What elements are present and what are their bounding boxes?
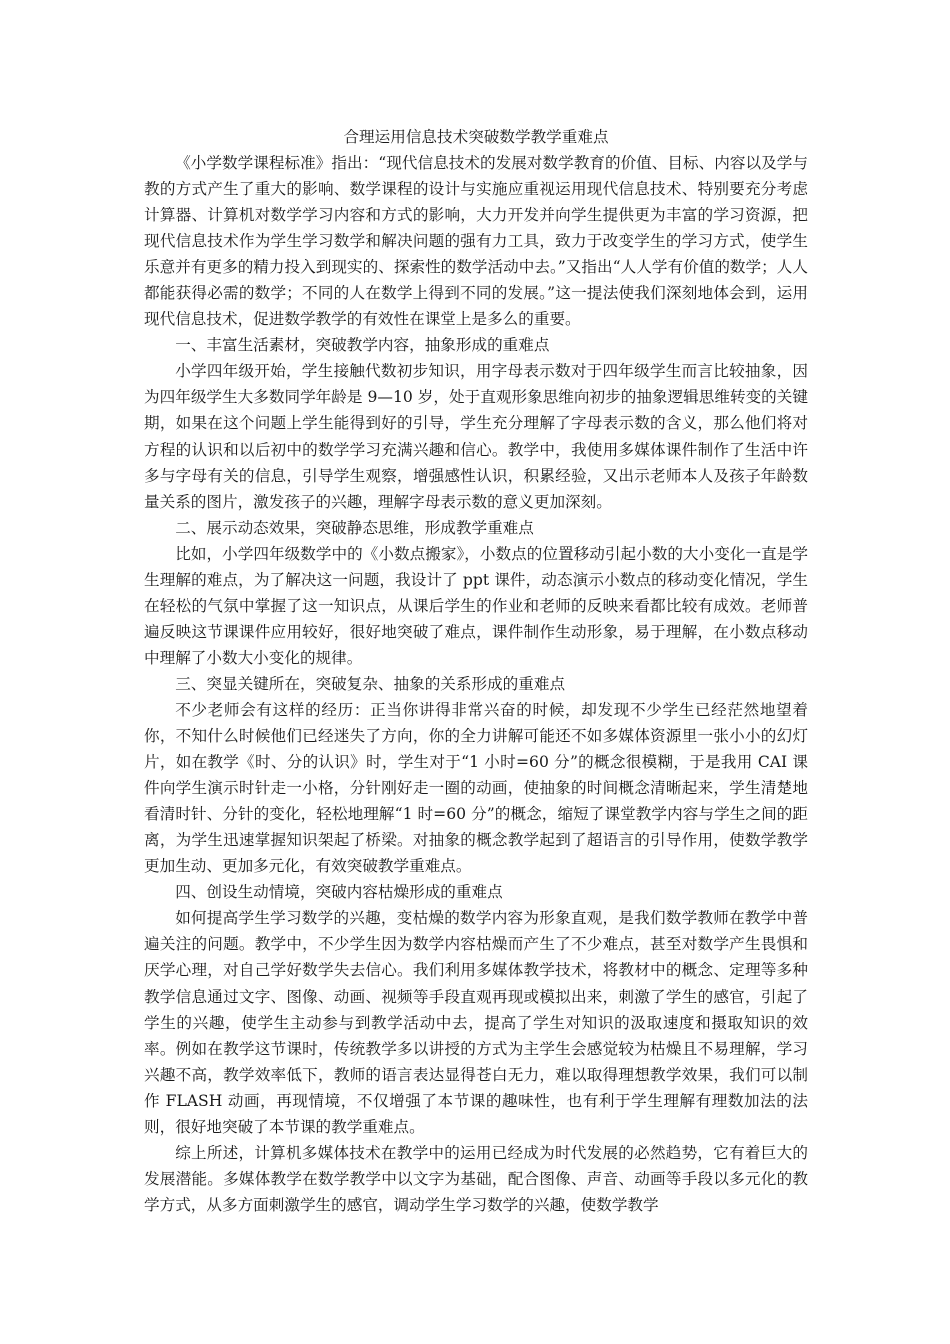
- section-1-body: 小学四年级开始，学生接触代数初步知识，用字母表示数对于四年级学生而言比较抽象，因为四年级学生大多数同学年龄是 9—10 岁，处于直观形象思维向初步的抽象逻辑思维转变的关键期，如果在这个问题上学生能得到好的引导，学生充分理解了字母表示数的含义，那么他们将对方程的认识和以后初中的数学学习充满兴趣和信心。教学中，我使用多媒体课件制作了生活中许多与字母有关的信息，引导学生观察，增强感性认识，积累经验，又出示老师本人及孩子年龄数量关系的图片，激发孩子的兴趣，理解字母表示数的意义更加深刻。: [144, 362, 808, 511]
- section-1-heading: 一、丰富生活素材，突破教学内容，抽象形成的重难点: [175, 336, 550, 355]
- intro-paragraph: 《小学数学课程标准》指出：“现代信息技术的发展对数学教育的价值、目标、内容以及学与教的方式产生了重大的影响、数学课程的设计与实施应重视运用现代信息技术、特别要充分考虑计算器、计算机对数学学习内容和方式的影响，大力开发并向学生提供更为丰富的学习资源，把现代信息技术作为学生学习数学和解决问题的强有力工具，致力于改变学生的学习方式，使学生乐意并有更多的精力投入到现实的、探索性的数学活动中去。”又指出“人人学有价值的数学；人人都能获得必需的数学；不同的人在数学上得到不同的发展。”这一提法使我们深刻地体会到，运用现代信息技术，促进数学教学的有效性在课堂上是多么的重要。: [144, 154, 808, 329]
- section-4-body: 如何提高学生学习数学的兴趣，变枯燥的数学内容为形象直观，是我们数学教师在教学中普遍关注的问题。教学中，不少学生因为数学内容枯燥而产生了不少难点，甚至对数学产生畏惧和厌学心理，对自己学好数学失去信心。我们利用多媒体教学技术，将教材中的概念、定理等多种教学信息通过文字、图像、动画、视频等手段直观再现或模拟出来，刺激了学生的感官，引起了学生的兴趣，使学生主动参与到教学活动中去，提高了学生对知识的汲取速度和摄取知识的效率。例如在教学这节课时，传统教学多以讲授的方式为主学生会感觉较为枯燥且不易理解，学习兴趣不高，教学效率低下，教师的语言表达显得苍白无力，难以取得理想教学效果，我们可以制作 FLASH 动画，再现情境，不仅增强了本节课的趣味性，也有利于学生理解有理数加法的法则，很好地突破了本节课的教学重难点。: [144, 909, 808, 1136]
- document-title: 合理运用信息技术突破数学教学重难点: [343, 128, 609, 146]
- conclusion-paragraph: 综上所述，计算机多媒体技术在教学中的运用已经成为时代发展的必然趋势，它有着巨大的发展潜能。多媒体教学在数学教学中以文字为基础，配合图像、声音、动画等手段以多元化的教学方式，从多方面刺激学生的感官，调动学生学习数学的兴趣，使数学教学: [144, 1143, 808, 1214]
- document-page: [144, 124, 808, 1218]
- section-3-body: 不少老师会有这样的经历：正当你讲得非常兴奋的时候，却发现不少学生已经茫然地望着你，不知什么时候他们已经迷失了方向，你的全力讲解可能还不如多媒体资源里一张小小的幻灯片，如在教学《时、分的认识》时，学生对于“1 小时=60 分”的概念很模糊，于是我用 CAI 课件向学生演示时针走一小格，分针刚好走一圈的动画，使抽象的时间概念清晰起来，学生清楚地看清时针、分针的变化，轻松地理解“1 时=60 分”的概念，缩短了课堂教学内容与学生之间的距离，为学生迅速掌握知识架起了桥梁。对抽象的概念教学起到了超语言的引导作用，使数学教学更加生动、更加多元化，有效突破教学重难点。: [144, 700, 808, 876]
- section-4-heading: 四、创设生动情境，突破内容枯燥形成的重难点: [175, 883, 503, 902]
- section-2-body: 比如，小学四年级数学中的《小数点搬家》，小数点的位置移动引起小数的大小变化一直是学生理解的难点，为了解决这一问题，我设计了 ppt 课件，动态演示小数点的移动变化情况，学生在轻松的气氛中掌握了这一知识点，从课后学生的作业和老师的反映来看都比较有成效。老师普遍反映这节课课件应用较好，很好地突破了难点，课件制作生动形象，易于理解，在小数点移动中理解了小数大小变化的规律。: [144, 544, 808, 667]
- section-2-heading: 二、展示动态效果，突破静态思维，形成教学重难点: [175, 518, 534, 537]
- section-3-heading: 三、突显关键所在，突破复杂、抽象的关系形成的重难点: [175, 674, 566, 693]
